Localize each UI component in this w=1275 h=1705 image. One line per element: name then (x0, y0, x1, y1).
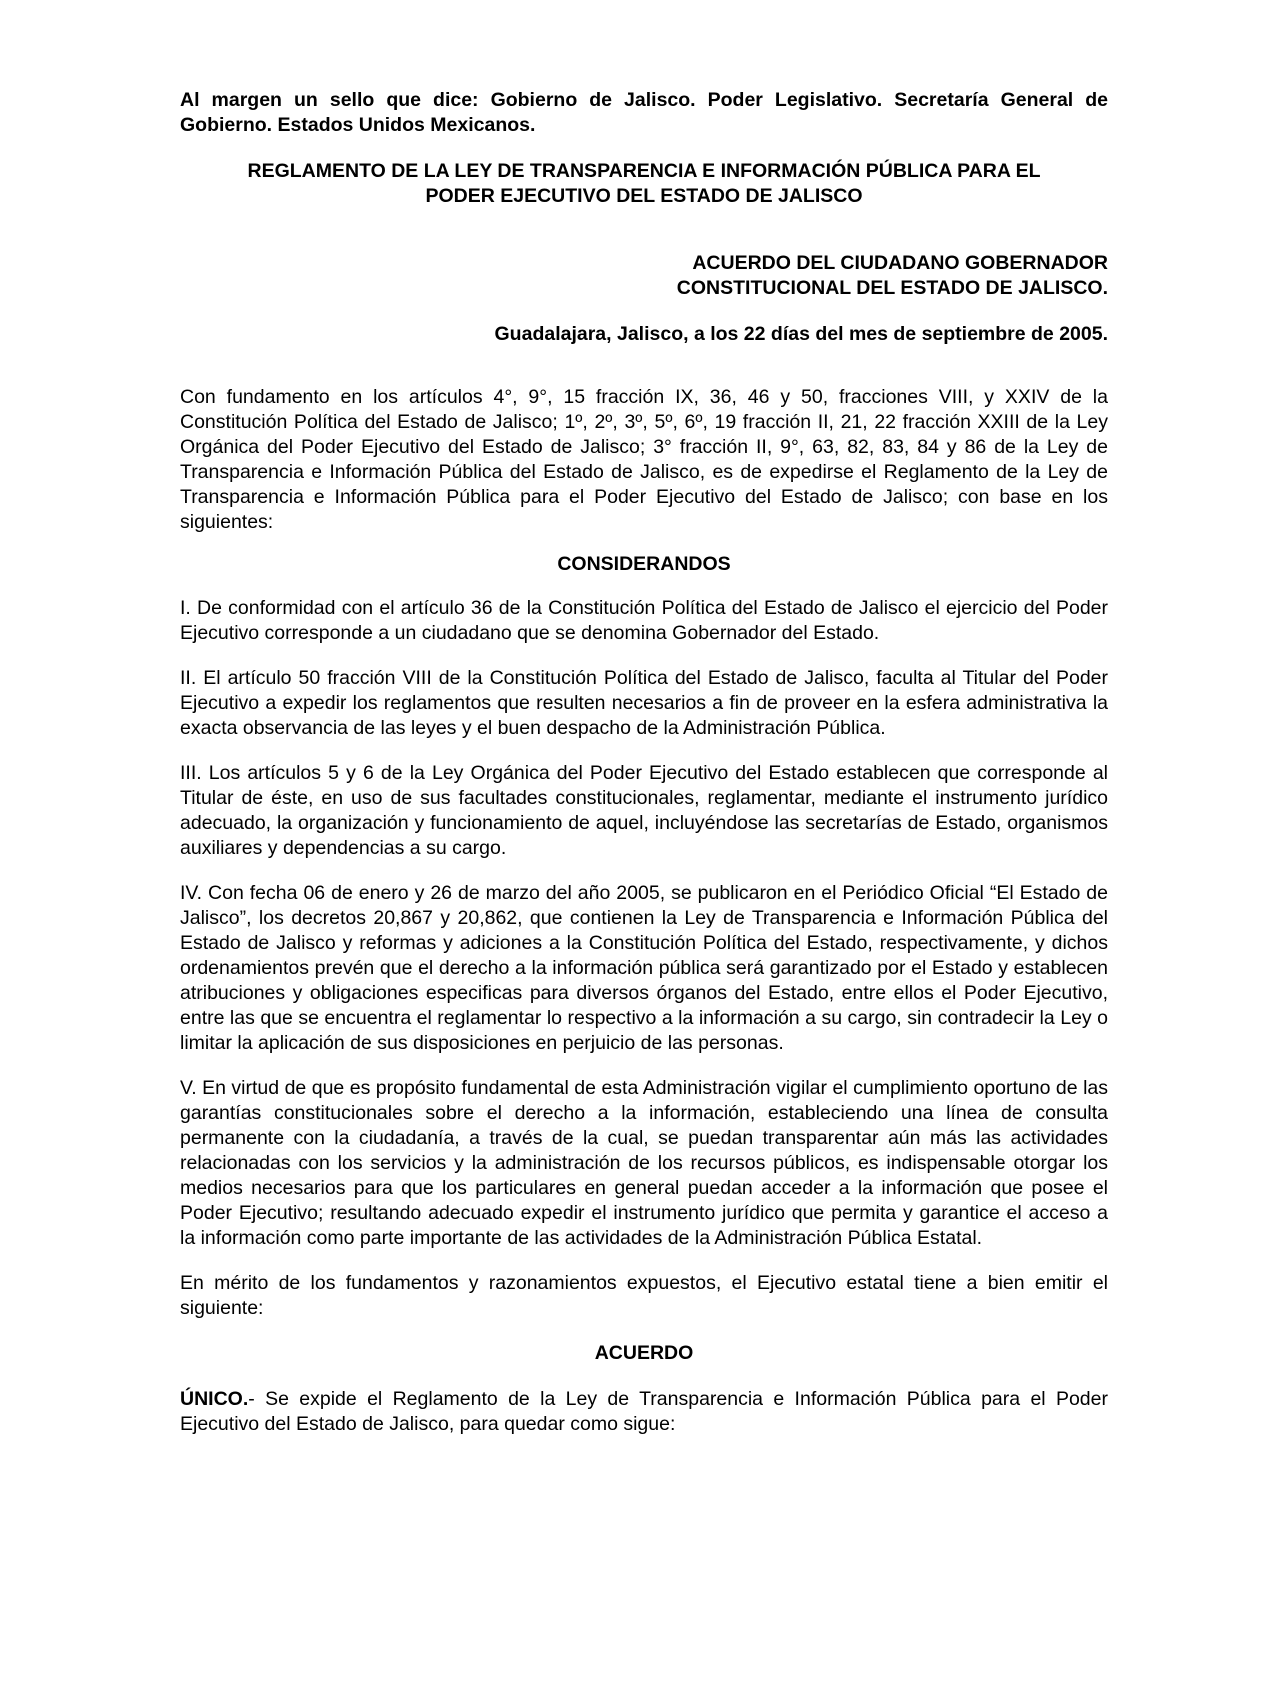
title-line-2: PODER EJECUTIVO DEL ESTADO DE JALISCO (425, 185, 863, 207)
considerandos-heading: CONSIDERANDOS (557, 553, 731, 575)
considerando-v: V. En virtud de que es propósito fundamental de esta Administración vigilar el cumplimiento oportuno de las garantías constitucionales sobre el derecho a la información, estableciendo una línea de consulta permanente con la ciudadanía, a través de la cual, se puedan transparentar aún más las actividades relacionadas con los servicios y la administración de los recursos públicos, es indispensable otorgar los medios necesarios para que los particulares en general puedan acceder a la información que posee el Poder Ejecutivo; resultando adecuado expedir el instrumento jurídico que permita y garantice el acceso a la información como parte importante de las actividades de la Administración Pública Estatal. (180, 1077, 1108, 1249)
seal-note: Al margen un sello que dice: Gobierno de Jalisco. Poder Legislativo. Secretaría General de Gobierno. Estados Unidos Mexicanos. (180, 89, 1108, 136)
governor-agreement-heading (180, 251, 1108, 301)
considerando-i: I. De conformidad con el artículo 36 de la Constitución Política del Estado de Jalisco el ejercicio del Poder Ejecutivo corresponde a un ciudadano que se denomina Gobernador del Estado. (180, 597, 1108, 644)
considerando-iv: IV. Con fecha 06 de enero y 26 de marzo del año 2005, se publicaron en el Periódico Oficial “El Estado de Jalisco”, los decretos 20,867 y 20,862, que contienen la Ley de Transparencia e Información Pública del Estado de Jalisco y reformas y adiciones a la Constitución Política del Estado, respectivamente, y dichos ordenamientos prevén que el derecho a la información pública será garantizado por el Estado y establecen atribuciones y obligaciones especificas para diversos órganos del Estado, entre ellos el Poder Ejecutivo, entre las que se encuentra el reglamentar lo respectivo a la información a su cargo, sin contradecir la Ley o limitar la aplicación de sus disposiciones en perjuicio de las personas. (180, 882, 1108, 1054)
document-title (180, 159, 1108, 209)
title-line-1: REGLAMENTO DE LA LEY DE TRANSPARENCIA E INFORMACIÓN PÚBLICA PARA EL (247, 160, 1041, 182)
considerando-ii: II. El artículo 50 fracción VIII de la Constitución Política del Estado de Jalisco, faculta al Titular del Poder Ejecutivo a expedir los reglamentos que resulten necesarios a fin de proveer en la esfera administrativa la exacta observancia de las leyes y el buen despacho de la Administración Pública. (180, 667, 1108, 739)
document-page (180, 88, 1108, 1437)
unico-text: - Se expide el Reglamento de la Ley de Transparencia e Información Pública para el Poder Ejecutivo del Estado de Jalisco, para quedar como sigue: (180, 1388, 1108, 1435)
unico-label: ÚNICO. (180, 1388, 249, 1410)
intro-paragraph: Con fundamento en los artículos 4°, 9°, 15 fracción IX, 36, 46 y 50, fracciones VIII, y XXIV de la Constitución Política del Estado de Jalisco; 1º, 2º, 3º, 5º, 6º, 19 fracción II, 21, 22 fracción XXIII de la Ley Orgánica del Poder Ejecutivo del Estado de Jalisco; 3° fracción II, 9°, 63, 82, 83, 84 y 86 de la Ley de Transparencia e Información Pública del Estado de Jalisco, es de expedirse el Reglamento de la Ley de Transparencia e Información Pública para el Poder Ejecutivo del Estado de Jalisco; con base en los siguientes: (180, 386, 1108, 533)
governor-line-1: ACUERDO DEL CIUDADANO GOBERNADOR (692, 252, 1108, 274)
considerando-iii: III. Los artículos 5 y 6 de la Ley Orgánica del Poder Ejecutivo del Estado establecen que corresponde al Titular de éste, en uso de sus facultades constitucionales, reglamentar, mediante el instrumento jurídico adecuado, la organización y funcionamiento de aquel, incluyéndose las secretarías de Estado, organismos auxiliares y dependencias a su cargo. (180, 762, 1108, 859)
acuerdo-heading: ACUERDO (594, 1342, 694, 1364)
governor-line-2: CONSTITUCIONAL DEL ESTADO DE JALISCO. (676, 277, 1108, 299)
merito-paragraph: En mérito de los fundamentos y razonamientos expuestos, el Ejecutivo estatal tiene a bien emitir el siguiente: (180, 1272, 1108, 1319)
date-line: Guadalajara, Jalisco, a los 22 días del mes de septiembre de 2005. (494, 323, 1108, 345)
unico-paragraph (180, 1387, 1108, 1437)
